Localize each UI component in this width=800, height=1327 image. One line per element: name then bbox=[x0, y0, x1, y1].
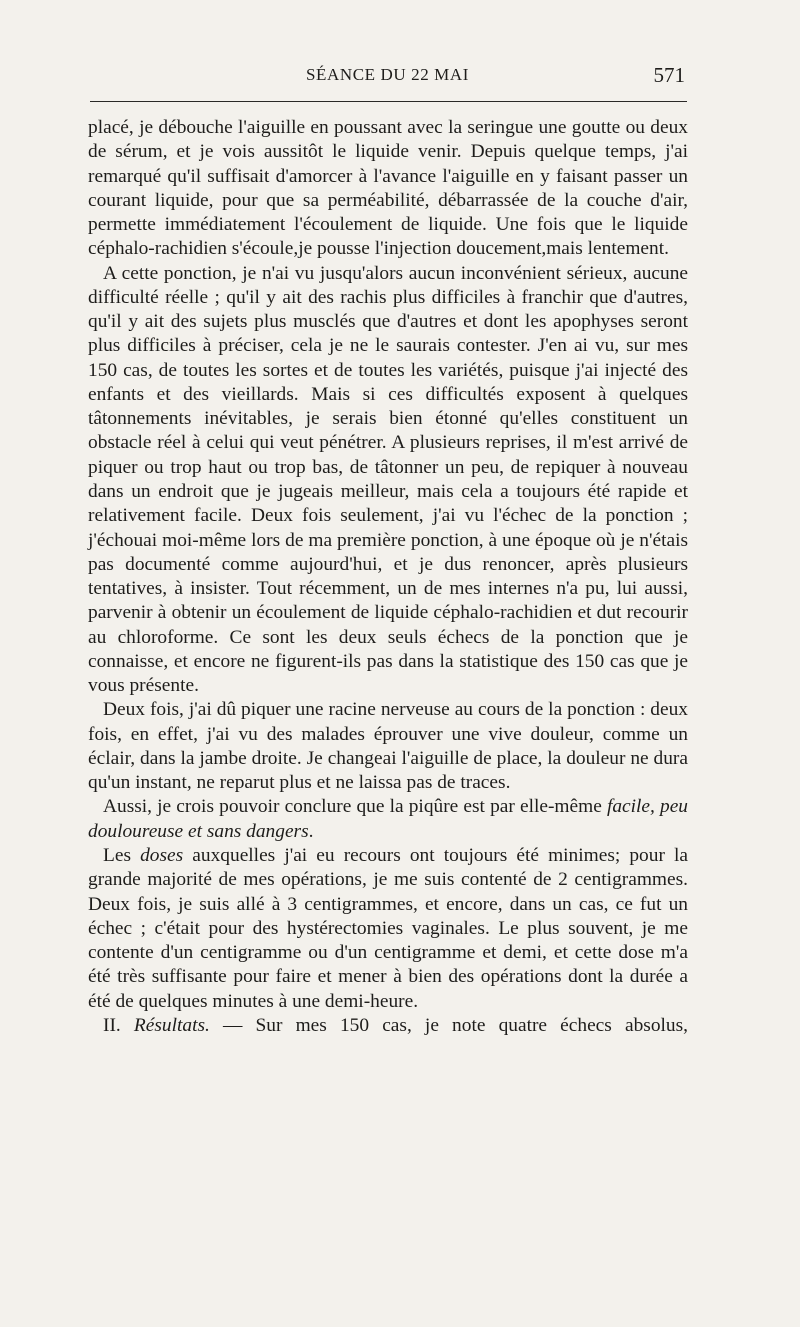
header-title: SÉANCE DU 22 MAI bbox=[305, 65, 470, 84]
paragraph-5: Les doses auxquelles j'ai eu recours ont toujours été minimes; pour la grande majorité de mes opérations, je me suis contenté de 2 centigrammes. Deux fois, je suis allé à 3 centigrammes, et encore, dans un cas, ce fut un échec ; c'était pour des hystérectomies vaginales. Le plus souvent, je me contente d'un centigramme ou d'un centigramme et demi, et cette dose m'a été très suffisante pour faire et mener à bien des opérations dont la durée a été de quelques minutes à une demi-heure. bbox=[88, 844, 688, 1012]
paragraph-6: II. Résultats. — Sur mes 150 cas, je note quatre échecs absolus, bbox=[103, 1014, 688, 1036]
section-heading: Résultats. bbox=[133, 1014, 210, 1036]
paragraph-3: Deux fois, j'ai dû piquer une racine nerveuse au cours de la ponction : deux fois, en effet, j'ai vu des malades éprouver une vive douleur, comme un éclair, dans la jambe droite. Je changeai l'aiguille de place, la douleur ne dura qu'un instant, ne reparut plus et ne laissa pas de traces. bbox=[88, 699, 688, 794]
paragraph-4: Aussi, je crois pouvoir conclure que la piqûre est par elle-même facile, peu douloureuse et sans dangers. bbox=[88, 796, 688, 842]
header-rule bbox=[90, 101, 687, 102]
body-text bbox=[88, 116, 688, 1038]
paragraph-2: A cette ponction, je n'ai vu jusqu'alors aucun inconvénient sérieux, aucune difficulté réelle ; qu'il y ait des rachis plus difficiles à franchir que d'autres, qu'il y ait des sujets plus musclés que d'autres et dont les apophyses seront plus difficiles à préciser, cela je ne le saurais contester. J'en ai vu, sur mes 150 cas, de toutes les sortes et de toutes les variétés, puisque j'ai injecté des enfants et des vieillards. Mais si ces difficultés exposent à quelques tâtonnements inévitables, je serais bien étonné qu'elles constituent un obstacle réel à celui qui veut pénétrer. A plusieurs reprises, il m'est arrivé de piquer ou trop haut ou trop bas, de tâtonner un peu, de repiquer à nouveau dans un endroit que je jugeais meilleur, mais cela a toujours été rapide et relativement facile. Deux fois seulement, j'ai vu l'échec de la ponction ; j'échouai moi-même lors de ma première ponction, à une époque où je n'étais pas documenté comme aujourd'hui, et je dus renoncer, après plusieurs tentatives, à insister. Tout récemment, un de mes internes n'a pu, lui aussi, parvenir à obtenir un écoulement de liquide céphalo-rachidien et dut recourir au chloroforme. Ce sont les deux seuls échecs de la ponction que je connaisse, et encore ne figurent-ils pas dans la statistique des 150 cas que je vous présente. bbox=[88, 262, 688, 697]
emphasis: doses bbox=[140, 844, 184, 866]
emphasis: facile, peu douloureuse et sans dangers bbox=[88, 796, 688, 842]
running-header bbox=[90, 63, 685, 91]
page-number: 571 bbox=[653, 63, 685, 87]
paragraph-1: placé, je débouche l'aiguille en poussant avec la seringue une goutte ou deux de sérum, et je vois aussitôt le liquide venir. Depuis quelque temps, j'ai remarqué qu'il suffisait d'amorcer à l'avance l'aiguille en y faisant passer un courant liquide, pour que sa perméabilité, débarrassée de la couche d'air, permette immédiatement l'écoulement de liquide. Une fois que le liquide céphalo-rachidien s'écoule,je pousse l'injection doucement,mais lentement. bbox=[88, 117, 688, 260]
